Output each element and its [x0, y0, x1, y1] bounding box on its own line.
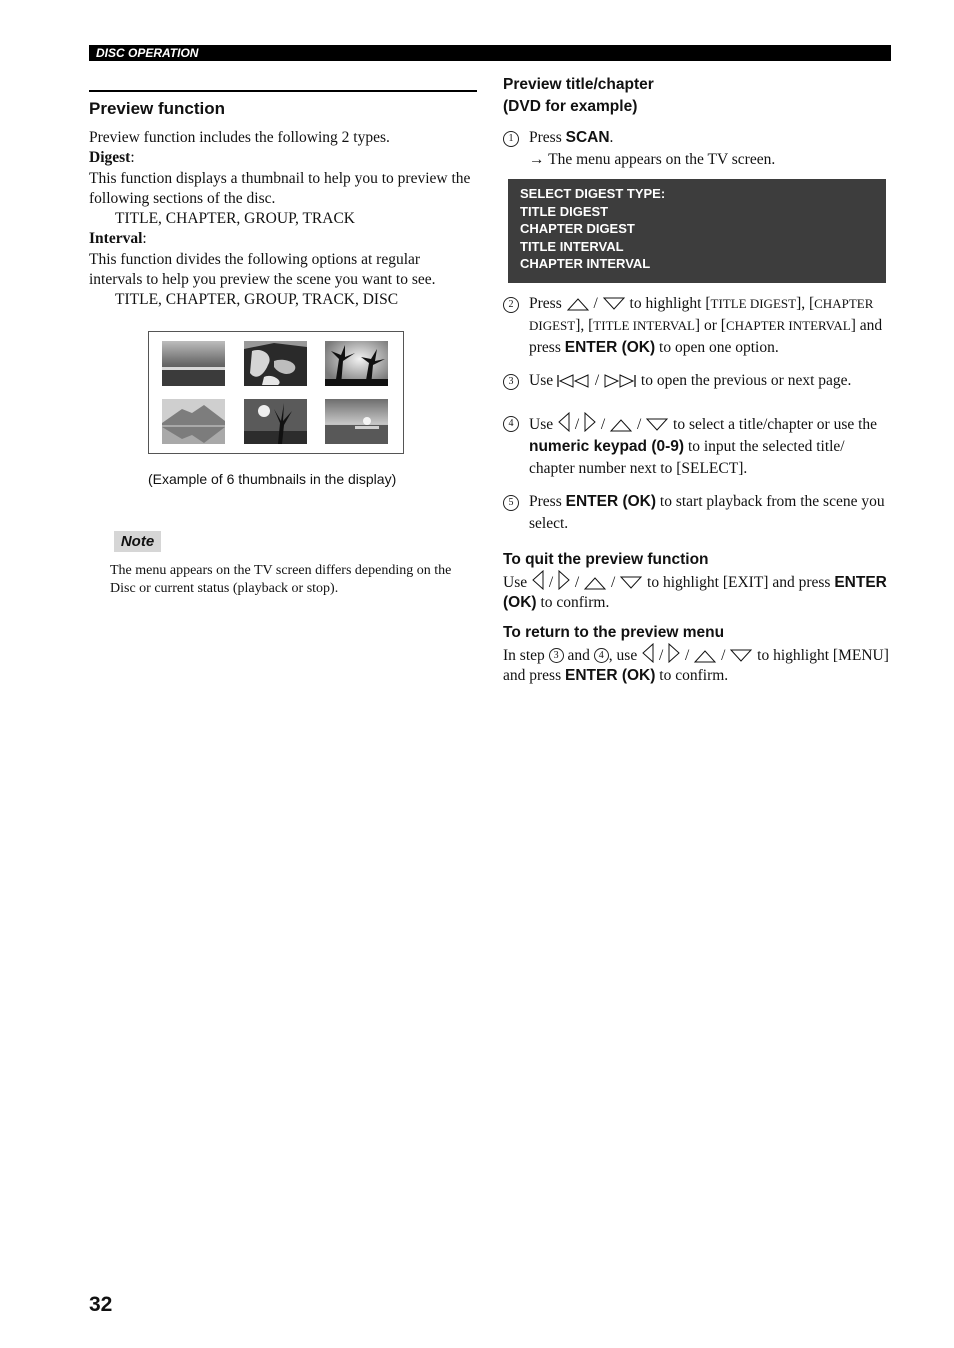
step-2: 2 Press / to highlight [TITLE DIGEST], [CHAPTER DIGEST], [TITLE INTERVAL] or [CHAPTER INTERVAL] and press ENTER (OK) to open one option.: [503, 293, 891, 359]
up-arrow-icon: [583, 576, 607, 590]
right-arrow-icon: [667, 643, 681, 663]
return-text-part: to confirm.: [659, 666, 729, 684]
section-header-bar: [89, 45, 891, 61]
step-ref-3: 3: [549, 648, 564, 663]
return-text-part: In step: [503, 646, 545, 664]
thumbnail-bare-tree: [244, 399, 307, 444]
step-number: 1: [503, 131, 519, 147]
arrow-right-icon: →: [529, 151, 545, 168]
section-rule: [89, 90, 477, 92]
right-column: [503, 74, 891, 686]
quit-text: Use / / / to highlight [EXIT] and press ENTER (OK) to confirm.: [503, 570, 891, 613]
down-arrow-icon: [602, 297, 626, 311]
right-arrow-icon: [583, 412, 597, 432]
section-header-label: DISC OPERATION: [96, 46, 199, 60]
step-4: 4 Use / / / to select a title/chapter or use the numeric keypad (0-9) to input the selected title/ chapter number next to [SELECT].: [503, 412, 891, 480]
digest-label: Digest: [89, 149, 131, 167]
step-text: Press: [529, 492, 562, 510]
skip-previous-icon: [557, 374, 591, 388]
skip-next-icon: [603, 374, 637, 388]
thumbnail-caption: (Example of 6 thumbnails in the display): [148, 471, 397, 487]
down-arrow-icon: [619, 576, 643, 590]
enter-ok-key: ENTER (OK): [503, 573, 887, 611]
digest-heading: Digest:: [89, 149, 135, 167]
step-3: 3 Use / to open the previous or next page.: [503, 370, 891, 392]
scan-key: SCAN: [565, 129, 610, 146]
return-text-part: to highlight [MENU] and press: [503, 646, 889, 684]
down-arrow-icon: [645, 418, 669, 432]
note-label: Note: [114, 531, 161, 552]
up-arrow-icon: [609, 418, 633, 432]
menu-item-chapter-digest: CHAPTER DIGEST: [520, 221, 635, 237]
numeric-keypad-key: numeric keypad (0-9): [529, 437, 685, 455]
step-number: 4: [503, 416, 519, 432]
left-arrow-icon: [531, 570, 545, 590]
preview-title-heading-line2: (DVD for example): [503, 98, 638, 115]
left-arrow-icon: [641, 643, 655, 663]
left-column: [89, 90, 477, 311]
step-text: to open one option.: [659, 338, 779, 356]
step-1-result: [529, 149, 891, 171]
interval-label: Interval: [89, 230, 143, 248]
menu-item-title-interval: TITLE INTERVAL: [520, 238, 624, 254]
step-ref-4: 4: [594, 648, 609, 663]
section-title: Preview function: [89, 99, 226, 118]
step-1: [503, 127, 891, 171]
step-text: to input the selected title/ chapter number next to [SELECT].: [529, 437, 845, 477]
option-chapter-digest: CHAPTER DIGEST: [529, 295, 874, 333]
thumbnail-cloudy-sea: [325, 399, 388, 444]
quit-text-part: Use: [503, 573, 528, 591]
menu-heading: SELECT DIGEST TYPE:: [520, 186, 666, 201]
down-arrow-icon: [729, 649, 753, 663]
thumbnail-rocky-shore: [244, 341, 307, 386]
note-text: The menu appears on the TV screen differs depending on the Disc or current status (playback or stop).: [110, 563, 452, 596]
quit-text-part: to highlight [EXIT] and press: [647, 573, 831, 591]
thumbnail-preview-frame: [148, 331, 404, 454]
quit-heading: To quit the preview function: [503, 550, 709, 568]
option-title-digest: TITLE DIGEST: [710, 295, 797, 311]
interval-items: TITLE, CHAPTER, GROUP, TRACK, DISC: [115, 291, 399, 309]
step-number: 2: [503, 297, 519, 313]
enter-ok-key: ENTER (OK): [564, 338, 656, 356]
step-text: Press: [529, 129, 566, 146]
return-text-part: , use: [608, 646, 638, 664]
step-result-text: The menu appears on the TV screen.: [548, 151, 776, 168]
interval-heading: Interval:: [89, 230, 147, 248]
enter-ok-key: ENTER (OK): [565, 492, 657, 510]
return-heading: To return to the preview menu: [503, 623, 725, 641]
digest-description: This function displays a thumbnail to help you to preview the following sections of the disc.: [89, 169, 471, 207]
up-arrow-icon: [693, 649, 717, 663]
step-number: 3: [503, 374, 519, 390]
step-text: and press: [529, 316, 883, 356]
step-number: 5: [503, 495, 519, 511]
step-text: to open the previous or next page.: [640, 371, 852, 389]
menu-item-title-digest: TITLE DIGEST: [520, 203, 609, 219]
step-text: to highlight [: [629, 294, 711, 312]
step-text: to start playback from the scene you select.: [529, 492, 885, 532]
option-title-interval: TITLE INTERVAL: [593, 317, 695, 333]
thumbnail-sunset-sea: [162, 341, 225, 386]
step-text: to select a title/chapter or use the: [673, 415, 878, 433]
up-arrow-icon: [566, 297, 590, 311]
thumbnail-palm-trees: [325, 341, 388, 386]
step-5: [503, 491, 891, 535]
select-digest-type-menu: [508, 179, 886, 283]
step-text: .: [609, 129, 614, 146]
option-chapter-interval: CHAPTER INTERVAL: [725, 317, 851, 333]
step-text: Press: [529, 294, 562, 312]
left-arrow-icon: [557, 412, 571, 432]
return-text: In step 3 and 4 , use / / / to highlight [MENU] and press ENTER (OK) to confirm.: [503, 643, 891, 686]
preview-title-heading-line1: Preview title/chapter: [503, 76, 654, 93]
interval-description: This function divides the following options at regular intervals to help you preview the scene you want to see.: [89, 250, 436, 289]
digest-items: TITLE, CHAPTER, GROUP, TRACK: [115, 210, 355, 228]
menu-item-chapter-interval: CHAPTER INTERVAL: [520, 256, 651, 272]
step-text: Use: [529, 371, 554, 389]
enter-ok-key: ENTER (OK): [565, 666, 656, 684]
right-arrow-icon: [557, 570, 571, 590]
step-text: or: [703, 316, 717, 334]
thumbnail-mountain-lake: [162, 399, 225, 444]
page-number: 32: [89, 1293, 113, 1316]
return-text-part: and: [567, 646, 590, 664]
intro-text: Preview function includes the following 2 types.: [89, 129, 390, 146]
step-text: Use: [529, 415, 554, 433]
quit-text-part: to confirm.: [540, 593, 610, 611]
